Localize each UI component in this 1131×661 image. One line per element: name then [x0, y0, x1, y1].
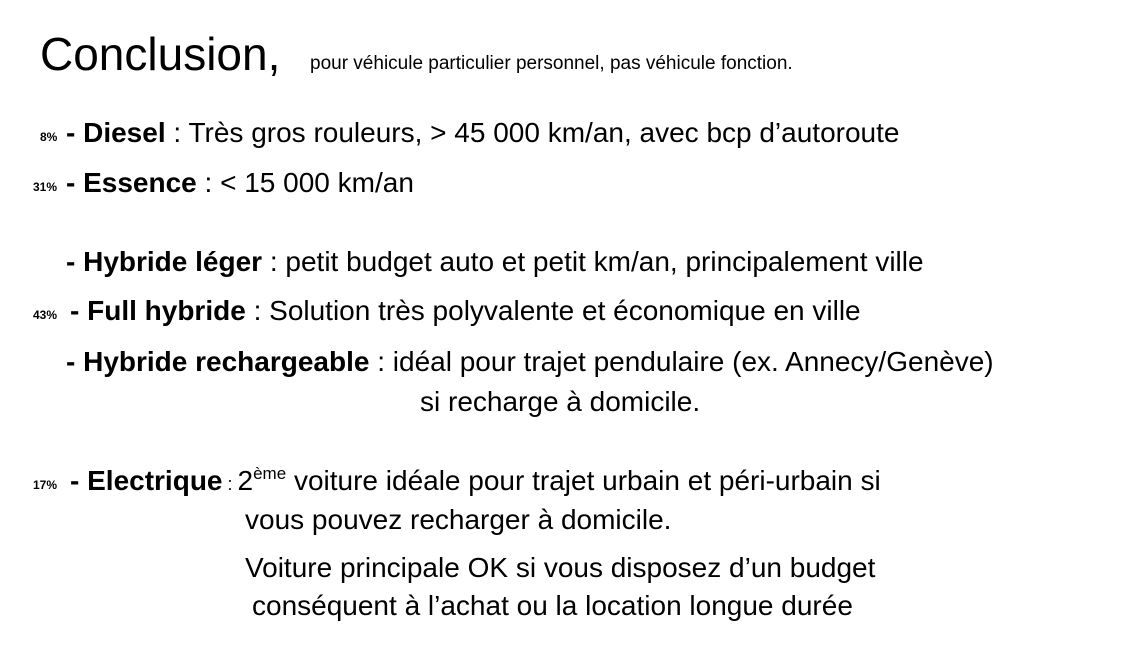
- hybride-rechargeable-dash: -: [66, 346, 84, 377]
- diesel-sep: :: [165, 117, 189, 148]
- hybride-leger-label: Hybride léger: [83, 246, 263, 277]
- full-hybride-label: Full hybride: [87, 295, 246, 326]
- full-hybride-percent: 43%: [33, 308, 58, 322]
- electrique-desc-sup: ème: [253, 464, 287, 483]
- full-hybride-dash: -: [70, 295, 88, 326]
- electrique-percent: 17%: [33, 478, 58, 492]
- essence-desc: < 15 000 km/an: [220, 167, 414, 198]
- full-hybride-line: [70, 294, 861, 328]
- full-hybride-desc: Solution très polyvalente et économique en ville: [269, 295, 861, 326]
- electrique-desc-line4: conséquent à l’achat ou la location longue durée: [252, 590, 853, 621]
- hybride-rechargeable-line: [66, 345, 994, 379]
- full-hybride-sep: :: [245, 295, 270, 326]
- diesel-desc: Très gros rouleurs, > 45 000 km/an, avec bcp d’autoroute: [188, 117, 900, 148]
- electrique-desc-line3: Voiture principale OK si vous disposez d’un budget: [245, 552, 876, 583]
- electrique-desc-line2: vous pouvez recharger à domicile.: [245, 504, 672, 535]
- essence-label: Essence: [83, 167, 197, 198]
- slide-subtitle: pour véhicule particulier personnel, pas véhicule fonction.: [310, 53, 793, 74]
- essence-percent: 31%: [33, 180, 58, 194]
- diesel-line: [66, 116, 899, 150]
- diesel-label: Diesel: [83, 117, 166, 148]
- diesel-dash: -: [66, 117, 84, 148]
- hybride-leger-line: [66, 245, 924, 279]
- diesel-percent: 8%: [40, 130, 58, 144]
- essence-line: [66, 166, 414, 200]
- essence-dash: -: [66, 167, 84, 198]
- electrique-desc-post: voiture idéale pour trajet urbain et péri-urbain si: [286, 465, 881, 496]
- hybride-leger-sep: :: [262, 246, 286, 277]
- hybride-rechargeable-desc-cont: si recharge à domicile.: [420, 386, 701, 417]
- electrique-dash: -: [70, 465, 88, 496]
- electrique-line: [70, 464, 881, 501]
- hybride-leger-dash: -: [66, 246, 84, 277]
- slide-title: Conclusion,: [40, 28, 281, 80]
- electrique-sep: :: [222, 474, 238, 494]
- electrique-desc-pre: 2: [237, 465, 254, 496]
- hybride-rechargeable-desc: idéal pour trajet pendulaire (ex. Annecy/Genève): [392, 346, 994, 377]
- hybride-rechargeable-sep: :: [369, 346, 393, 377]
- hybride-leger-desc: petit budget auto et petit km/an, principalement ville: [285, 246, 924, 277]
- essence-sep: :: [196, 167, 221, 198]
- electrique-label: Electrique: [87, 465, 223, 496]
- hybride-rechargeable-label: Hybride rechargeable: [83, 346, 370, 377]
